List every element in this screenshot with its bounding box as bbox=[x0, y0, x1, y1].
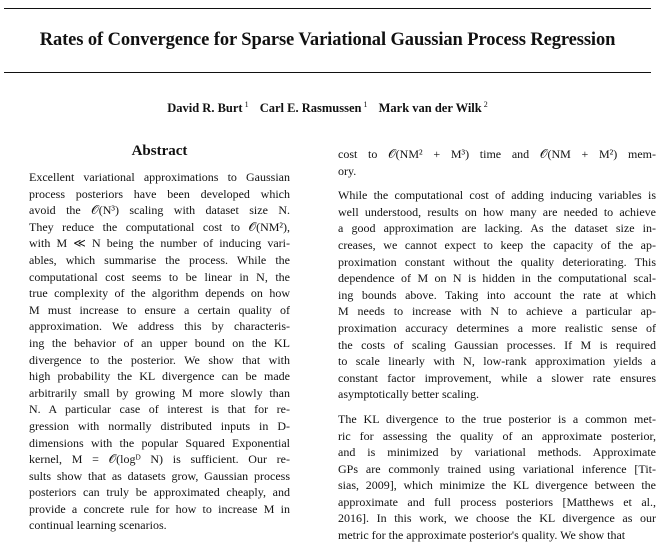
abstract-line: They reduce the computational cost to 𝒪(NM²), bbox=[29, 219, 290, 234]
body-line: the costs of scaling Gaussian processes. If M is required bbox=[338, 337, 656, 352]
body-line: The KL divergence to the true posterior is a common met- bbox=[338, 411, 656, 426]
body-line: ric for assessing the quality of an approximate posterior, bbox=[338, 428, 656, 443]
body-line: proximation constant without the quality deteriorating. This bbox=[338, 254, 656, 269]
abstract-heading: Abstract bbox=[131, 143, 188, 159]
abstract-line: avoid the 𝒪(N³) scaling with dataset size N. bbox=[29, 203, 290, 218]
abstract-line: gression with normally distributed inputs in D- bbox=[29, 418, 290, 433]
author-affiliation: 1 bbox=[244, 100, 249, 109]
body-line: constant factor improvement, while a slower rate ensures bbox=[338, 370, 656, 385]
author-name: Carl E. Rasmussen bbox=[259, 101, 362, 116]
abstract-line: approximation. We address this by characteris- bbox=[29, 319, 290, 334]
abstract-line: posteriors can truly be approximated cheaply, and bbox=[29, 485, 290, 500]
author bbox=[167, 101, 248, 115]
author bbox=[379, 101, 488, 115]
abstract-line: sults show that as datasets grow, Gaussian process bbox=[29, 468, 290, 483]
abstract-line: dimensions with the popular Squared Exponential bbox=[29, 435, 290, 450]
body-line: and is minimized by variational methods. Approximate bbox=[338, 445, 656, 460]
body-line: ing bounds above. Taking into account the rate at which bbox=[338, 287, 656, 302]
abstract-line: M must increase to ensure a certain quality of bbox=[29, 302, 290, 317]
body-line: well understood, results on how many are needed to achieve bbox=[338, 204, 656, 219]
abstract-paragraph bbox=[29, 169, 290, 534]
body-line: proximation accuracy determines a more realistic sense of bbox=[338, 320, 656, 335]
abstract-line: Excellent variational approximations to Gaussian bbox=[29, 170, 290, 184]
abstract-line: provide a concrete rule for how to increase M in bbox=[29, 501, 290, 516]
body-line: While the computational cost of adding inducing variables is bbox=[338, 188, 656, 203]
abstract-line: ables, which summarise the process. While the bbox=[29, 252, 290, 267]
abstract-line: process posteriors have been developed which bbox=[29, 186, 290, 201]
abstract-line: divergence to the posterior. We show that with bbox=[29, 352, 290, 367]
author-affiliation: 2 bbox=[483, 100, 488, 109]
author-list bbox=[0, 100, 655, 116]
body-line: M needs to increase with N to achieve a particular ap- bbox=[338, 304, 656, 319]
abstract-line: computational cost seems to be linear in N, the bbox=[29, 269, 290, 284]
paragraph-gap bbox=[338, 179, 656, 187]
body-line: sias, 2009], which minimize the KL divergence between the bbox=[338, 478, 656, 493]
title-rule-top bbox=[4, 8, 651, 9]
abstract-line: true complexity of the algorithm depends on how bbox=[29, 286, 290, 301]
abstract-line: arbitrarily small by growing M more slowly than bbox=[29, 385, 290, 400]
abstract-line: ing the behavior of an upper bound on the KL bbox=[29, 335, 290, 350]
body-column-right bbox=[338, 146, 656, 544]
author-affiliation: 1 bbox=[363, 100, 368, 109]
paragraph-gap bbox=[338, 403, 656, 411]
body-paragraph bbox=[338, 146, 656, 179]
body-line: GPs are commonly trained using variational inference [Tit- bbox=[338, 461, 656, 476]
body-line: ory. bbox=[338, 163, 357, 178]
abstract-line: kernel, M = 𝒪(logᴰ N) is sufficient. Our re- bbox=[29, 452, 290, 467]
abstract-line: high probability the KL divergence can be made bbox=[29, 369, 290, 384]
author bbox=[260, 101, 368, 115]
body-line: approximate and full process posteriors [Matthews et al., bbox=[338, 494, 656, 509]
title-rule-bottom bbox=[4, 72, 651, 73]
body-line: 2016]. In this work, we choose the KL divergence as our bbox=[338, 511, 656, 526]
abstract-line: N. A particular case of interest is that for re- bbox=[29, 402, 290, 417]
body-line: to scale linearly with N, low-rank approximation yields a bbox=[338, 354, 656, 369]
author-name: Mark van der Wilk bbox=[378, 101, 482, 116]
body-line: a good approximation are lacking. As the dataset size in- bbox=[338, 221, 656, 236]
body-paragraph bbox=[338, 411, 656, 544]
abstract-line: continual learning scenarios. bbox=[29, 518, 167, 533]
body-line: asymptotically better scaling. bbox=[338, 387, 479, 402]
body-line: metric for the approximate posterior's quality. We show that bbox=[338, 528, 626, 543]
abstract-body bbox=[29, 169, 290, 534]
paper-title: Rates of Convergence for Sparse Variational Gaussian Process Regression bbox=[39, 30, 616, 50]
body-line: dependence of M on N is hidden in the computational scal- bbox=[338, 271, 656, 286]
body-line: cost to 𝒪(NM² + M³) time and 𝒪(NM + M²) mem- bbox=[338, 147, 656, 161]
body-paragraph bbox=[338, 187, 656, 403]
body-line: creases, we cannot expect to keep the capacity of the ap- bbox=[338, 237, 656, 252]
author-name: David R. Burt bbox=[167, 101, 243, 116]
abstract-line: with M ≪ N being the number of inducing vari- bbox=[29, 236, 290, 251]
